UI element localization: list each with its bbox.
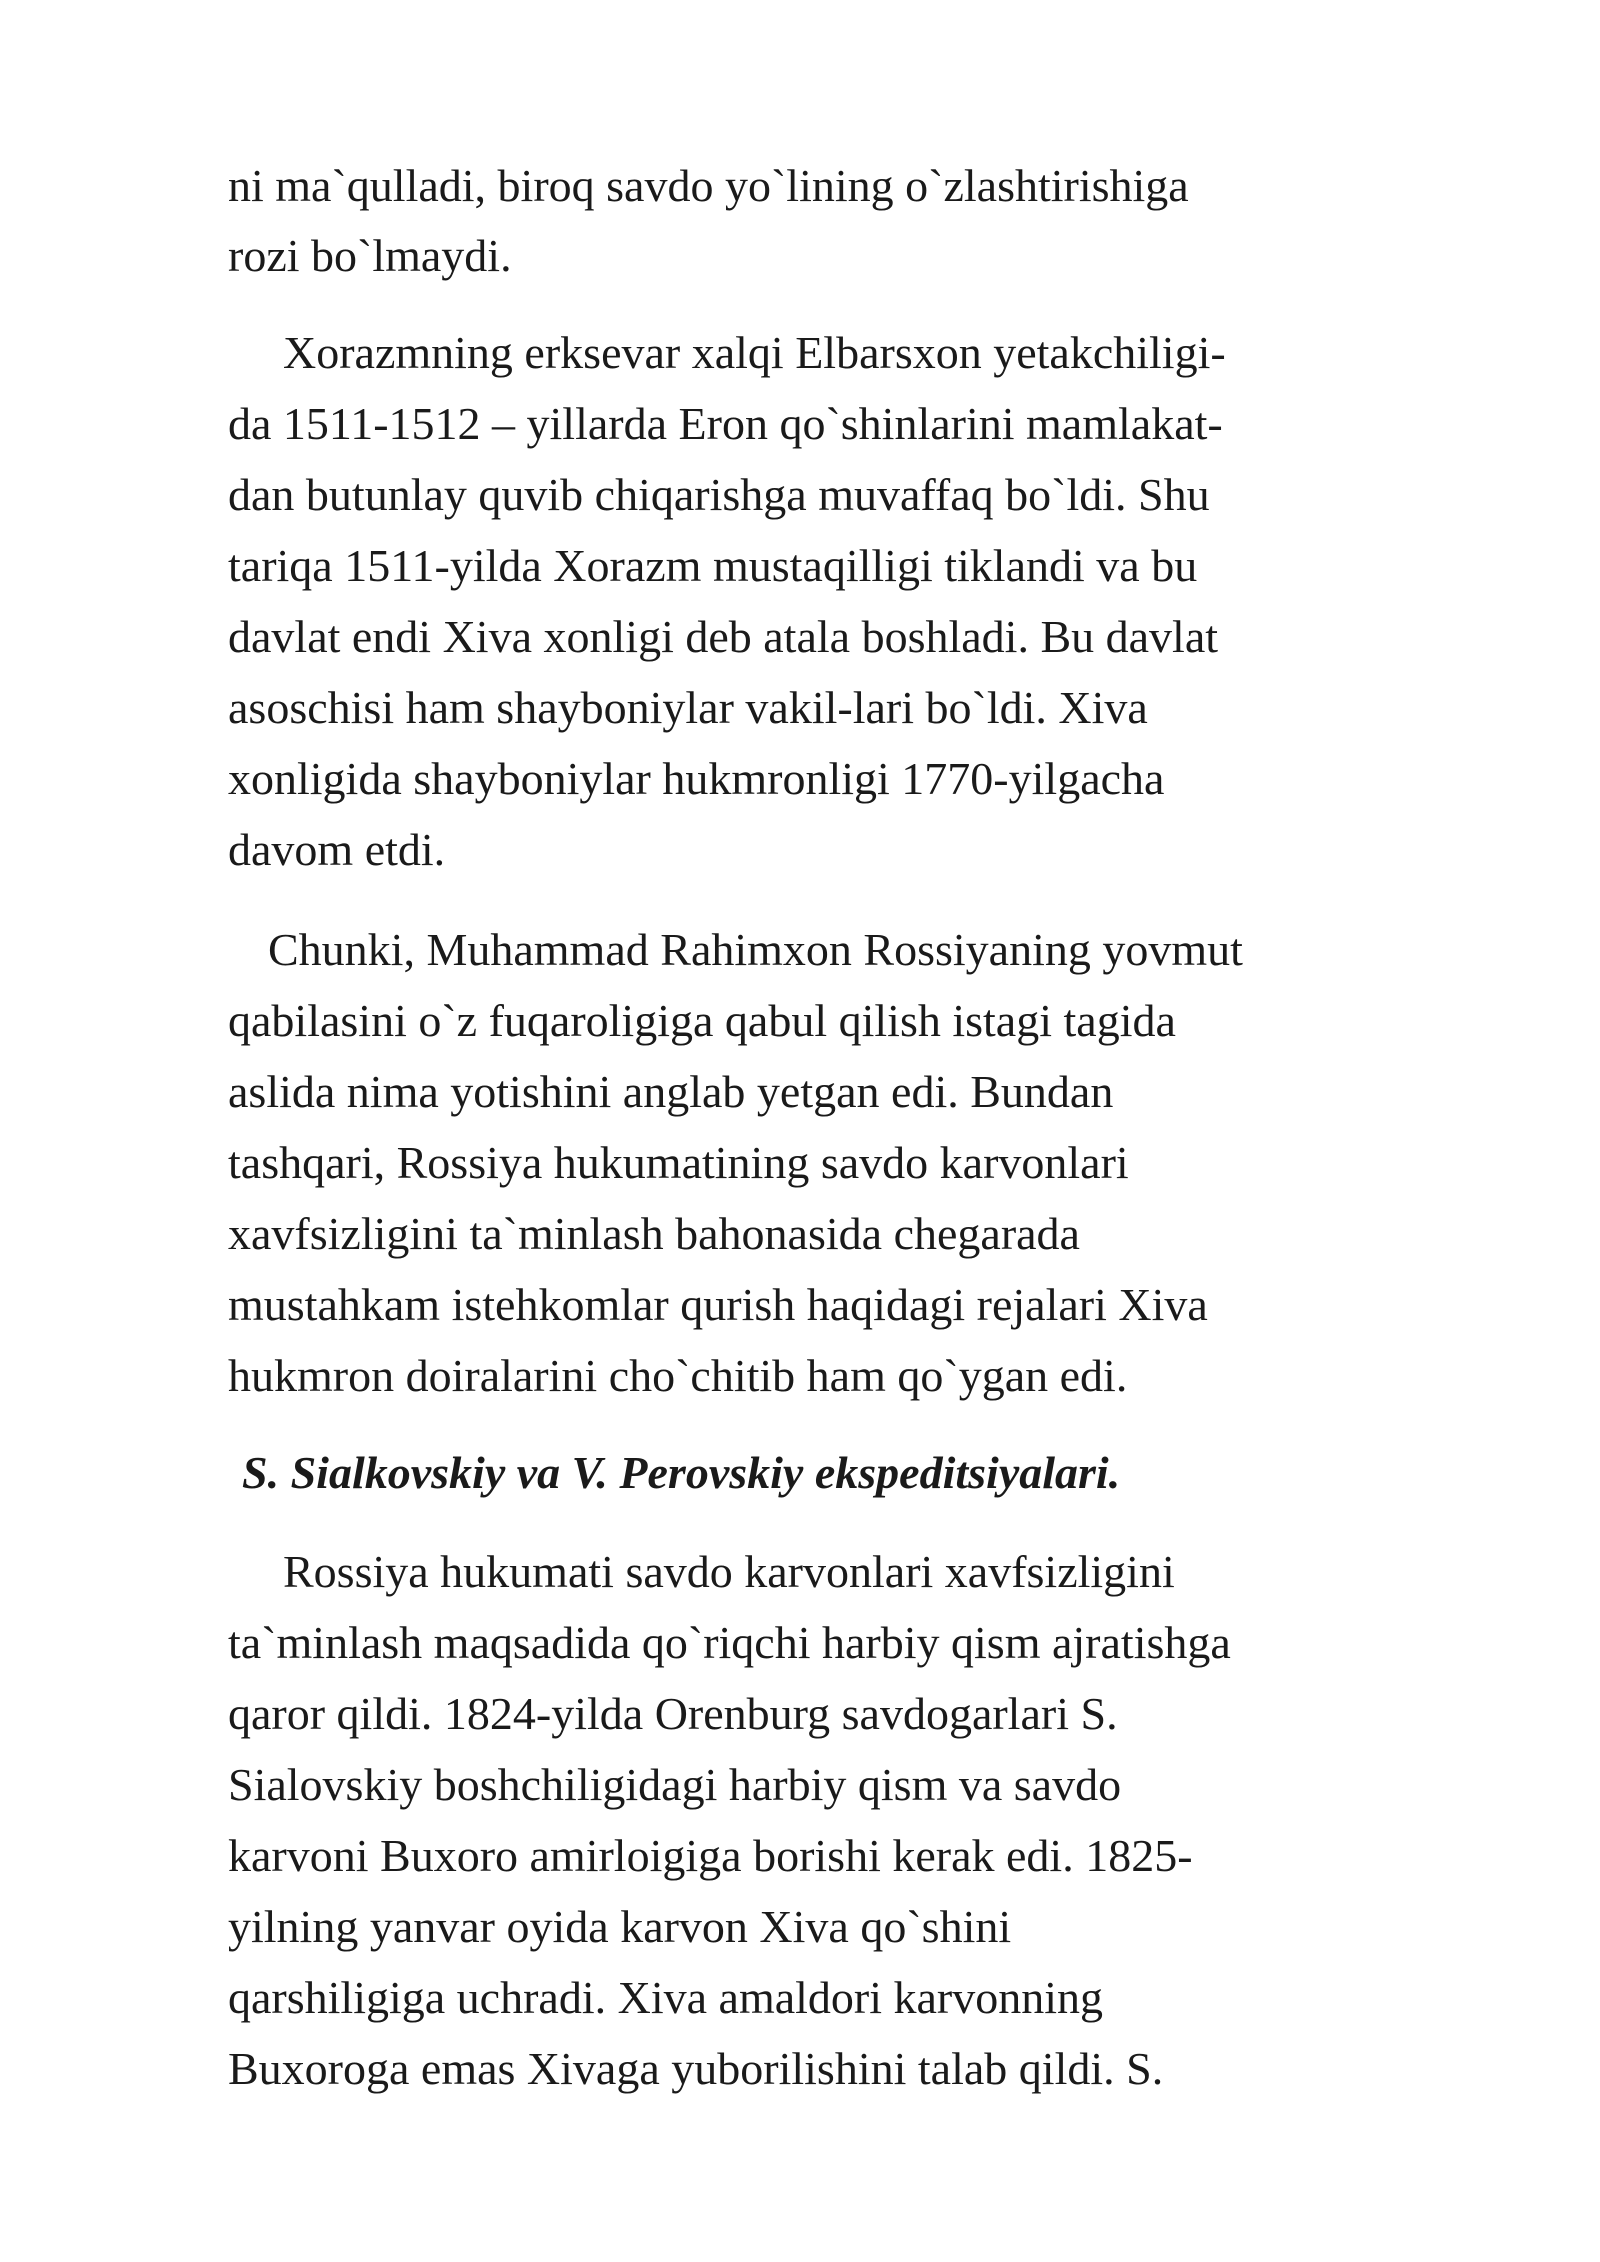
text-line: davlat endi Xiva xonligi deb atala boshladi. Bu davlat	[228, 611, 1219, 662]
text-line: qaror qildi. 1824-yilda Orenburg savdogarlari S.	[228, 1688, 1118, 1739]
text-line: Xorazmning erksevar xalqi Elbarsxon yetakchiligi-	[283, 327, 1226, 378]
text-line: yilning yanvar oyida karvon Xiva qo`shini	[228, 1901, 1012, 1952]
text-line: tariqa 1511-yilda Xorazm mustaqilligi tiklandi va bu	[228, 540, 1198, 591]
text-line: Rossiya hukumati savdo karvonlari xavfsizligini	[283, 1546, 1175, 1597]
text-line: ni ma`qulladi, biroq savdo yo`lining o`zlashtirishiga	[228, 160, 1189, 211]
text-line: mustahkam istehkomlar qurish haqidagi rejalari Xiva	[228, 1279, 1208, 1330]
section-heading: S. Sialkovskiy va V. Perovskiy ekspeditsiyalari.	[242, 1447, 1121, 1498]
text-line: davom etdi.	[228, 824, 446, 875]
text-line: rozi bo`lmaydi.	[228, 230, 512, 281]
text-line: asoschisi ham shayboniylar vakil-lari bo`ldi. Xiva	[228, 682, 1148, 733]
text-line: xavfsizligini ta`minlash bahonasida chegarada	[228, 1208, 1080, 1259]
text-line: Sialovskiy boshchiligidagi harbiy qism va savdo	[228, 1759, 1122, 1810]
text-line: karvoni Buxoro amirloigiga borishi kerak edi. 1825-	[228, 1830, 1193, 1881]
text-line: Buxoroga emas Xivaga yuborilishini talab qildi. S.	[228, 2043, 1164, 2094]
text-line: aslida nima yotishini anglab yetgan edi. Bundan	[228, 1066, 1114, 1117]
text-line: Chunki, Muhammad Rahimxon Rossiyaning yovmut	[268, 924, 1243, 975]
text-line: hukmron doiralarini cho`chitib ham qo`ygan edi.	[228, 1350, 1128, 1401]
text-line: tashqari, Rossiya hukumatining savdo karvonlari	[228, 1137, 1129, 1188]
text-line: dan butunlay quvib chiqarishga muvaffaq bo`ldi. Shu	[228, 469, 1210, 520]
text-line: qabilasini o`z fuqaroligiga qabul qilish istagi tagida	[228, 995, 1176, 1046]
text-line: ta`minlash maqsadida qo`riqchi harbiy qism ajratishga	[228, 1617, 1231, 1668]
text-line: xonligida shayboniylar hukmronligi 1770-yilgacha	[228, 753, 1165, 804]
text-line: qarshiligiga uchradi. Xiva amaldori karvonning	[228, 1972, 1104, 2023]
text-line: da 1511-1512 – yillarda Eron qo`shinlarini mamlakat-	[228, 398, 1223, 449]
